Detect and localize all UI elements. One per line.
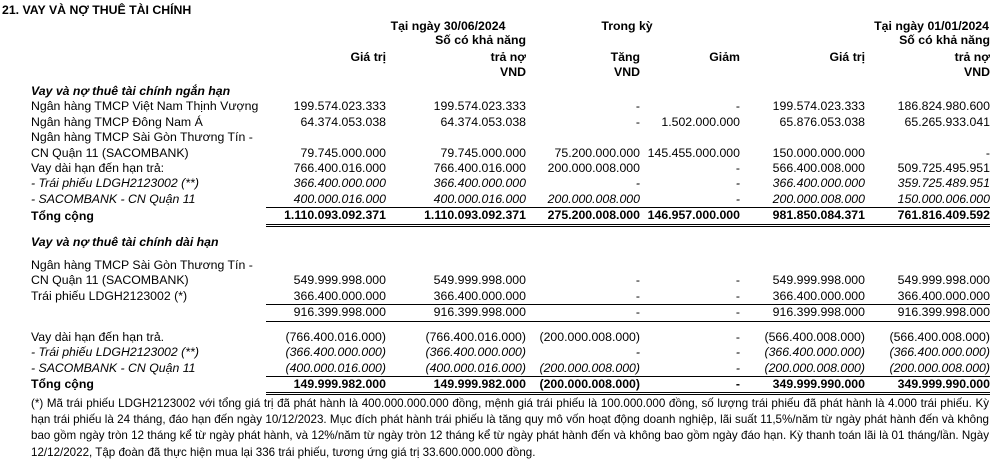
table-row — [0, 146, 1000, 161]
table-row — [0, 161, 1000, 176]
table-row-label-continued — [0, 130, 1000, 145]
cell-ability-end: 79.745.000.000 — [440, 145, 526, 160]
header-decrease: Giảm — [709, 50, 740, 64]
cell-value-end: 366.400.000.000 — [293, 176, 386, 191]
table-row — [0, 99, 1000, 114]
table-row — [0, 115, 1000, 130]
cell-decrease: - — [735, 345, 740, 360]
cell-value-end: 64.374.053.038 — [300, 114, 386, 129]
cell-increase: - — [526, 289, 640, 305]
cell-ability-end: 366.400.000.000 — [386, 289, 526, 305]
cell-value-begin: 366.400.000.000 — [740, 289, 865, 305]
cell-increase: - — [635, 176, 640, 191]
cell-decrease: - — [640, 192, 740, 208]
cell-decrease: 146.957.000.000 — [640, 208, 740, 225]
table-row — [0, 345, 1000, 360]
cell-ability-begin: 916.399.998.000 — [865, 305, 990, 321]
cell-value-end: 149.999.982.000 — [266, 376, 386, 393]
section-label: Vay và nợ thuê tài chính ngắn hạn — [31, 84, 231, 98]
header-group-begin-date: Tại ngày 01/01/2024 — [874, 19, 989, 33]
cell-increase: 275.200.008.000 — [526, 208, 640, 225]
cell-ability-begin: 349.999.990.000 — [865, 376, 990, 393]
header-currency-increase: VND — [614, 65, 640, 79]
cell-ability-begin: (366.400.000.000) — [889, 345, 990, 360]
cell-ability-begin: 359.725.489.951 — [897, 176, 990, 191]
cell-decrease: - — [735, 329, 740, 344]
cell-decrease: - — [640, 305, 740, 321]
section-label: Vay và nợ thuê tài chính dài hạn — [31, 234, 219, 249]
cell-value-end: (766.400.016.000) — [285, 329, 386, 344]
row-label: Ngân hàng TMCP Việt Nam Thịnh Vượng — [31, 99, 259, 114]
cell-increase: (200.000.008.000) — [526, 376, 640, 393]
cell-ability-end: 366.400.000.000 — [433, 176, 526, 191]
cell-ability-end: (766.400.016.000) — [425, 329, 526, 344]
cell-decrease: 145.455.000.000 — [647, 145, 740, 160]
cell-ability-end: (366.400.000.000) — [425, 345, 526, 360]
cell-ability-begin: 186.824.980.600 — [897, 99, 990, 114]
cell-value-begin: 566.400.008.000 — [772, 161, 865, 176]
cell-value-begin: (200.000.008.000) — [740, 361, 865, 377]
cell-increase: 200.000.008.000 — [526, 192, 640, 208]
table-row — [0, 192, 1000, 208]
row-label: CN Quận 11 (SACOMBANK) — [31, 145, 189, 160]
table-row — [0, 330, 1000, 345]
cell-value-begin: 150.000.000.000 — [772, 145, 865, 160]
cell-decrease: - — [735, 273, 740, 288]
header-value-begin: Giá trị — [829, 50, 865, 64]
row-label: - SACOMBANK - CN Quận 11 — [31, 192, 196, 207]
cell-ability-end: 766.400.016.000 — [433, 161, 526, 176]
header-ability-begin-l1: Số có khả năng — [899, 33, 990, 47]
table-row — [0, 273, 1000, 288]
header-ability-begin-l2: trả nợ — [954, 50, 990, 64]
row-label: Ngân hàng TMCP Sài Gòn Thương Tín - — [31, 130, 253, 145]
row-label: Ngân hàng TMCP Đông Nam Á — [31, 114, 203, 129]
cell-value-begin: 366.400.000.000 — [772, 176, 865, 191]
cell-increase: 75.200.000.000 — [554, 145, 640, 160]
cell-ability-begin: (566.400.008.000) — [889, 329, 990, 344]
cell-decrease: 1.502.000.000 — [661, 114, 740, 129]
header-increase: Tăng — [610, 50, 640, 64]
cell-increase: (200.000.008.000) — [539, 329, 640, 344]
table-row — [0, 289, 1000, 305]
cell-decrease: - — [640, 376, 740, 393]
cell-ability-begin: 150.000.006.000 — [865, 192, 990, 208]
header-currency-ability-begin: VND — [964, 65, 990, 79]
cell-increase: - — [526, 305, 640, 321]
header-value-end: Giá trị — [350, 50, 386, 64]
cell-ability-end: 916.399.998.000 — [386, 305, 526, 321]
cell-value-begin: 549.999.998.000 — [772, 273, 865, 288]
cell-decrease: - — [640, 289, 740, 305]
cell-increase: - — [635, 114, 640, 129]
cell-increase: (200.000.008.000) — [526, 361, 640, 377]
cell-value-end: 916.399.998.000 — [266, 305, 386, 321]
cell-ability-end: 1.110.093.092.371 — [386, 208, 526, 225]
cell-ability-end: 400.000.016.000 — [386, 192, 526, 208]
header-group-end-date: Tại ngày 30/06/2024 — [390, 19, 506, 33]
row-label: Vay dài hạn đến hạn trả: — [31, 161, 165, 176]
cell-ability-end: 64.374.053.038 — [440, 114, 526, 129]
footnote: (*) Mã trái phiếu LDGH2123002 với tổng giá trị đã phát hành là 400.000.000.000 đồng, mệnh giá trái phiếu là 100.000.000 đồng, số lượng trái phiếu đã phát hành là 4.000 trái phiếu. Kỳ hạn trái phiếu là 24 tháng, đáo hạn đến ngày 10/12/2023. Mục đích phát hành trái phiếu là tăng quy mô vốn hoạt động doanh nghiệp, lãi suất 11,5%/năm từ ngày phát hành đến và không bao gồm ngày tròn 12 tháng kể từ ngày phát hành, và 12%/năm từ ngày tròn 12 tháng kể từ ngày phát hành đến và không bao gồm ngày đáo hạn. Kỳ thanh toán lãi là 01 tháng/lần. Ngày 12/12/2022, Tập đoàn đã thực hiện mua lại 336 trái phiếu, tương ứng giá trị 33.600.000.000 đồng. — [31, 397, 989, 459]
cell-ability-end: 199.574.023.333 — [433, 99, 526, 114]
cell-ability-begin: - — [985, 145, 990, 160]
cell-decrease: - — [735, 161, 740, 176]
table-row — [0, 361, 1000, 377]
row-label: CN Quận 11 (SACOMBANK) — [31, 273, 189, 288]
cell-ability-begin: 509.725.495.951 — [897, 161, 990, 176]
cell-value-end: 549.999.998.000 — [293, 273, 386, 288]
cell-ability-end: 549.999.998.000 — [433, 273, 526, 288]
cell-value-begin: 916.399.998.000 — [740, 305, 865, 321]
section-header-long-term — [0, 235, 1000, 250]
section-title: 21. VAY VÀ NỢ THUÊ TÀI CHÍNH — [2, 3, 192, 17]
cell-value-end: (400.000.016.000) — [266, 361, 386, 377]
cell-ability-end: 149.999.982.000 — [386, 376, 526, 393]
cell-value-end: 400.000.016.000 — [266, 192, 386, 208]
row-label: Vay dài hạn đến hạn trả. — [31, 329, 165, 344]
row-label: - SACOMBANK - CN Quận 11 — [31, 360, 196, 375]
cell-value-begin: (366.400.000.000) — [764, 345, 865, 360]
header-currency-ability-end: VND — [500, 65, 526, 79]
table-total-row — [0, 208, 1000, 225]
cell-value-begin: 199.574.023.333 — [772, 99, 865, 114]
table-total-row — [0, 376, 1000, 393]
cell-ability-begin: 549.999.998.000 — [897, 273, 990, 288]
header-ability-end-l1: Số có khả năng — [435, 33, 526, 47]
row-label: Tổng cộng — [31, 377, 94, 392]
cell-ability-begin: 761.816.409.592 — [865, 208, 990, 225]
cell-ability-end: (400.000.016.000) — [386, 361, 526, 377]
row-label: - Trái phiếu LDGH2123002 (**) — [31, 345, 199, 360]
cell-value-end: 366.400.000.000 — [266, 289, 386, 305]
table-row-label-continued — [0, 258, 1000, 273]
header-ability-end-l2: trả nợ — [490, 50, 526, 64]
cell-decrease: - — [735, 176, 740, 191]
header-group-period: Trong kỳ — [601, 19, 653, 33]
cell-value-end: 199.574.023.333 — [293, 99, 386, 114]
cell-value-begin: 981.850.084.371 — [740, 208, 865, 225]
section-header-short-term — [0, 84, 1000, 99]
cell-ability-begin: 65.265.933.041 — [904, 114, 990, 129]
cell-value-begin: 349.999.990.000 — [740, 376, 865, 393]
cell-value-end: 766.400.016.000 — [293, 161, 386, 176]
cell-increase: - — [635, 273, 640, 288]
cell-ability-begin: 366.400.000.000 — [865, 289, 990, 305]
cell-value-begin: 65.876.053.038 — [779, 114, 865, 129]
cell-decrease: - — [640, 361, 740, 377]
table-subtotal-row — [0, 305, 1000, 321]
cell-ability-begin: (200.000.008.000) — [865, 361, 990, 377]
cell-value-end: 79.745.000.000 — [300, 145, 386, 160]
cell-value-end: 1.110.093.092.371 — [266, 208, 386, 225]
row-label: - Trái phiếu LDGH2123002 (**) — [31, 176, 199, 191]
cell-increase: - — [635, 345, 640, 360]
table-row — [0, 176, 1000, 191]
cell-value-end: (366.400.000.000) — [285, 345, 386, 360]
row-label: Tổng cộng — [31, 208, 94, 223]
cell-decrease: - — [735, 99, 740, 114]
cell-value-begin: (566.400.008.000) — [764, 329, 865, 344]
row-label: Trái phiếu LDGH2123002 (*) — [31, 289, 188, 304]
cell-increase: 200.000.008.000 — [547, 161, 640, 176]
row-label: Ngân hàng TMCP Sài Gòn Thương Tín - — [31, 258, 253, 273]
cell-increase: - — [635, 99, 640, 114]
cell-value-begin: 200.000.008.000 — [740, 192, 865, 208]
loans-table — [0, 84, 1000, 395]
